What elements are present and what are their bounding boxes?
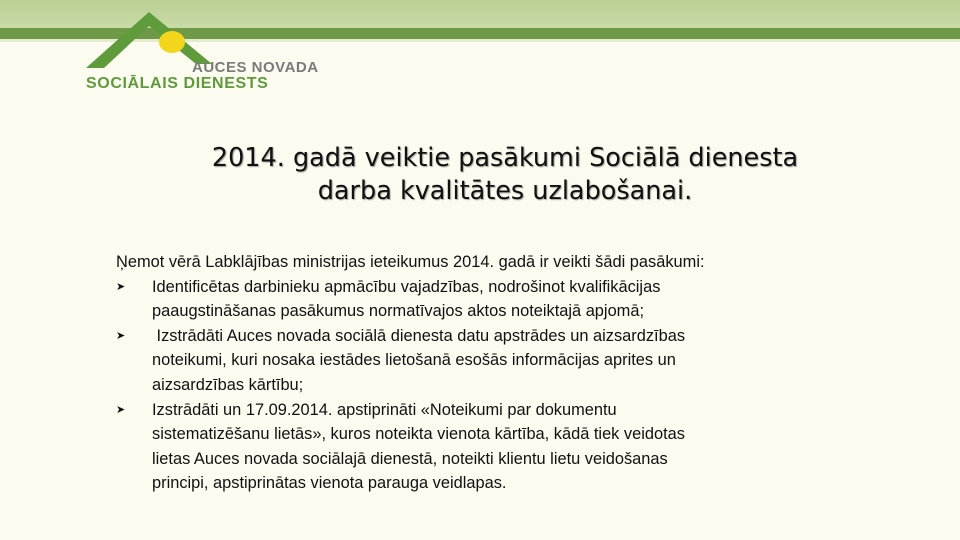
bullet-line: aizsardzības kārtību; xyxy=(152,375,304,394)
slide-body xyxy=(116,250,896,496)
bullet-item xyxy=(116,275,896,324)
bullet-line: sistematizēšanu lietās», kuros noteikta vienota kārtība, kādā tiek veidotas xyxy=(152,425,685,444)
slide-title-line2: darba kvalitātes uzlabošanai. xyxy=(317,176,693,206)
arrow-bullet-icon: ➤ xyxy=(116,280,126,293)
bullet-line: principi, apstiprinātas vienota parauga veidlapas. xyxy=(152,474,507,493)
arrow-bullet-icon: ➤ xyxy=(116,403,126,416)
bullet-line: Identificētas darbinieku apmācību vajadzības, nodrošinot kvalifikācijas xyxy=(152,277,661,296)
slide-title-line1: 2014. gadā veiktie pasākumi Sociālā dienesta xyxy=(211,143,799,173)
arrow-bullet-icon: ➤ xyxy=(116,329,126,342)
logo-text-line2: SOCIĀLAIS DIENESTS xyxy=(86,75,269,92)
logo-text-line1: AUCES NOVADA xyxy=(192,59,319,76)
bullet-line: Izstrādāti Auces novada sociālā dienesta datu apstrādes un aizsardzības xyxy=(152,326,686,345)
intro-text: Ņemot vērā Labklājības ministrijas ieteikumus 2014. gadā ir veikti šādi pasākumi: xyxy=(116,253,705,271)
bullet-line: lietas Auces novada sociālajā dienestā, noteikti klientu lietu veidošanas xyxy=(152,449,668,468)
bullet-line: Izstrādāti un 17.09.2014. apstiprināti «Noteikumi par dokumentu xyxy=(152,400,617,419)
bullet-item xyxy=(116,324,896,398)
bullet-line: paaugstināšanas pasākumus normatīvajos aktos noteiktajā apjomā; xyxy=(152,302,645,321)
logo xyxy=(78,6,319,98)
slide-title xyxy=(100,142,910,208)
bullet-line: noteikumi, kuri nosaka iestādes lietošanā esošās informācijas aprites un xyxy=(152,351,676,370)
bullet-item xyxy=(116,398,896,496)
bullet-list xyxy=(116,275,896,496)
